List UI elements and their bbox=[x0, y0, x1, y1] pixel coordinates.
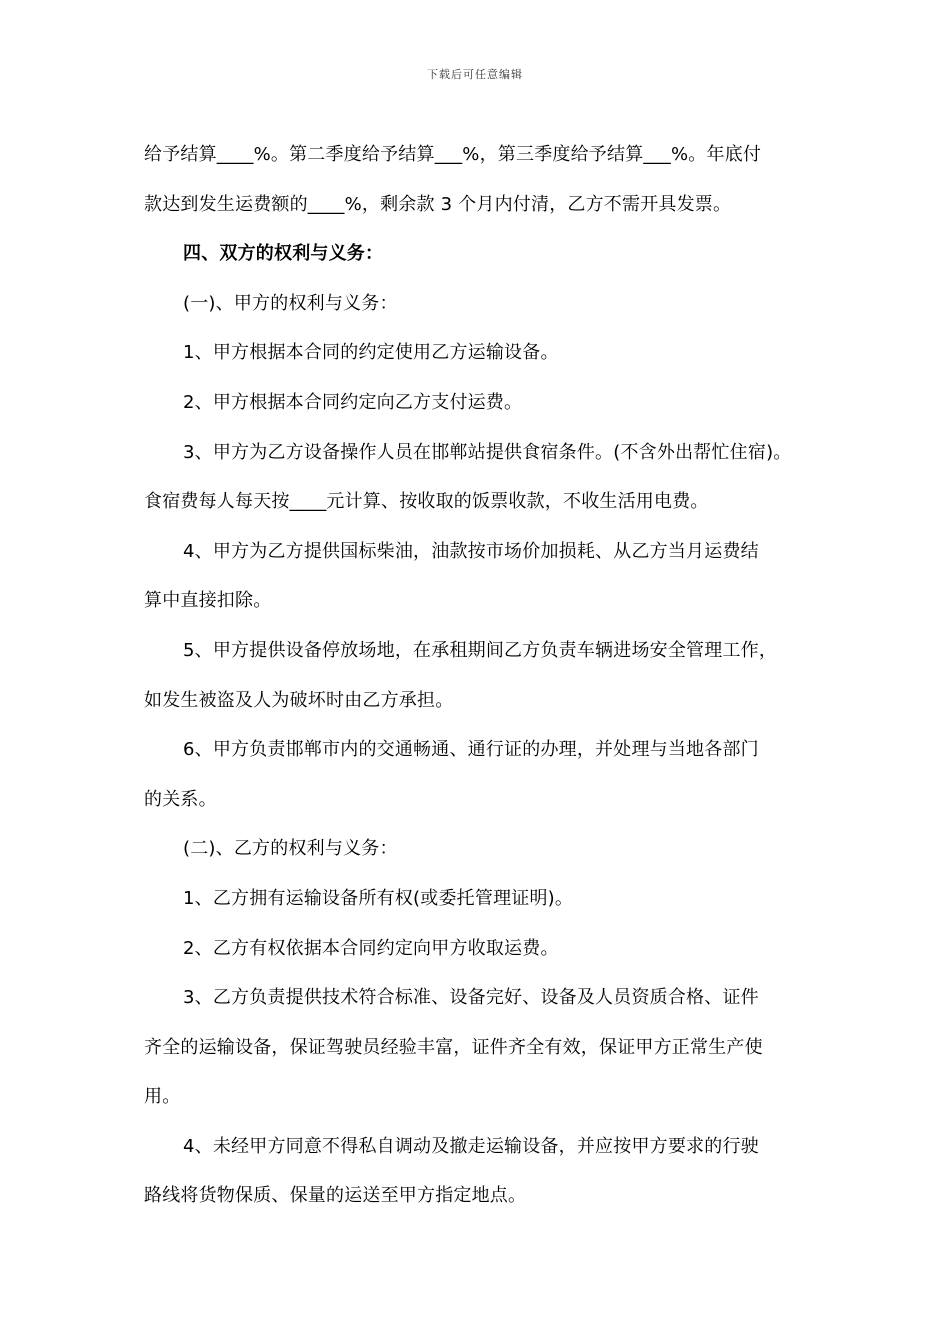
body-line: 款达到发生运费额的____%，剩余款 3 个月内付清，乙方不需开具发票。 bbox=[144, 193, 732, 215]
body-line: 4、甲方为乙方提供国标柴油，油款按市场价加损耗、从乙方当月运费结 bbox=[183, 540, 759, 562]
subsection-heading: (二)、乙方的权利与义务： bbox=[183, 838, 398, 860]
page-header: 下载后可任意编辑 bbox=[427, 68, 523, 81]
document-body bbox=[144, 130, 808, 1221]
body-line: 3、乙方负责提供技术符合标准、设备完好、设备及人员资质合格、证件 bbox=[183, 987, 759, 1009]
body-line: 食宿费每人每天按____元计算、按收取的饭票收款，不收生活用电费。 bbox=[144, 491, 709, 513]
body-line: 用。 bbox=[144, 1086, 181, 1108]
body-line: 路线将货物保质、保量的运送至甲方指定地点。 bbox=[144, 1185, 527, 1207]
body-line: 2、甲方根据本合同约定向乙方支付运费。 bbox=[183, 391, 523, 413]
body-line: 给予结算____%。第二季度给予结算___%，第三季度给予结算___%。年底付 bbox=[144, 144, 762, 165]
body-line: 算中直接扣除。 bbox=[144, 590, 272, 612]
section-heading: 四、双方的权利与义务： bbox=[183, 243, 384, 265]
body-line: 齐全的运输设备，保证驾驶员经验丰富，证件齐全有效，保证甲方正常生产使 bbox=[144, 1036, 763, 1058]
body-line: 1、甲方根据本合同的约定使用乙方运输设备。 bbox=[183, 342, 559, 364]
body-line: 6、甲方负责邯郸市内的交通畅通、通行证的办理，并处理与当地各部门 bbox=[183, 739, 759, 761]
body-line: 的关系。 bbox=[144, 788, 217, 810]
body-line: 2、乙方有权依据本合同约定向甲方收取运费。 bbox=[183, 937, 559, 959]
body-line: 如发生被盗及人为破坏时由乙方承担。 bbox=[144, 689, 454, 711]
body-line: 4、未经甲方同意不得私自调动及撤走运输设备，并应按甲方要求的行驶 bbox=[183, 1135, 759, 1157]
body-line: 1、乙方拥有运输设备所有权(或委托管理证明)。 bbox=[183, 887, 574, 909]
body-line: 3、甲方为乙方设备操作人员在邯郸站提供食宿条件。(不含外出帮忙住宿)。 bbox=[183, 441, 792, 463]
body-line: 5、甲方提供设备停放场地，在承租期间乙方负责车辆进场安全管理工作， bbox=[183, 639, 778, 661]
subsection-heading: (一)、甲方的权利与义务： bbox=[183, 292, 398, 314]
